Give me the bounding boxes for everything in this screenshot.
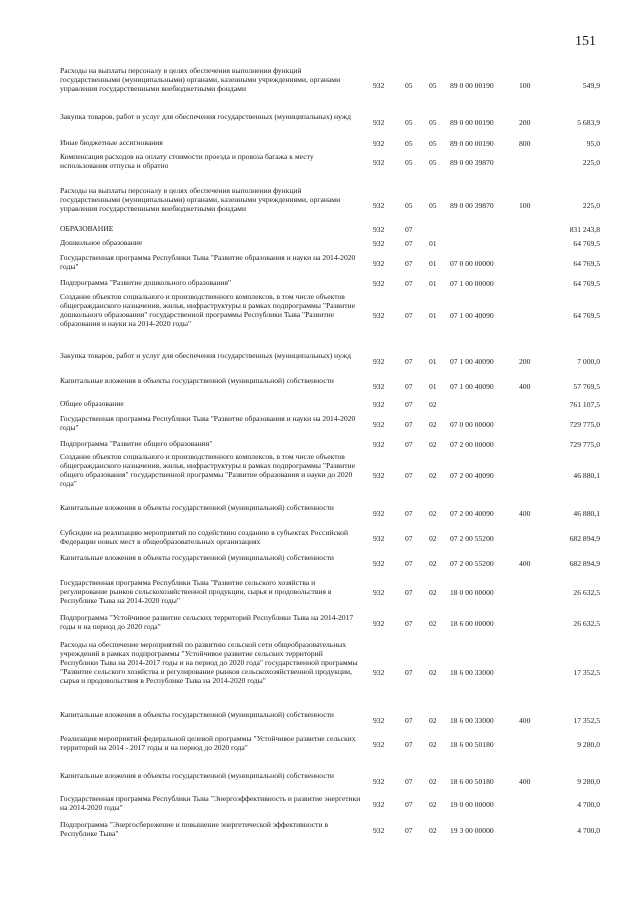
amount: 225,0 xyxy=(582,201,600,210)
target-article-code: 07 2 00 55200 xyxy=(450,534,494,543)
target-article-code: 07 2 00 55200 xyxy=(450,559,494,568)
expense-type-code: 400 xyxy=(519,509,531,518)
row-name: Государственная программа Республики Тыва "Энергоэффективность и развитие энергетики на 2014-2020 годы" xyxy=(60,794,361,812)
target-article-code: 89 0 00 00190 xyxy=(450,139,494,148)
row-name: Закупка товаров, работ и услуг для обеспечения государственных (муниципальных) нужд xyxy=(60,112,351,121)
target-article-code: 89 0 00 39870 xyxy=(450,201,494,210)
amount: 46 880,1 xyxy=(573,471,600,480)
table-row xyxy=(60,528,608,548)
section-code: 07 xyxy=(405,740,413,749)
table-row xyxy=(60,278,608,288)
row-name: Государственная программа Республики Тыва "Развитие сельского хозяйства и регулирование рынков сельскохозяйственной продукции, сырья и продовольствия в Республике Тыва на 2014-2020 годы" xyxy=(60,578,332,605)
target-article-code: 07 2 00 40090 xyxy=(450,509,494,518)
table-row xyxy=(60,112,608,132)
row-name: Субсидии на реализацию мероприятий по содействию созданию в субъектах Российской Федерации новых мест в общеобразовательных организациях xyxy=(60,528,349,546)
row-name: Капитальные вложения в объекты государственной (муниципальной) собственности xyxy=(60,376,334,385)
section-code: 05 xyxy=(405,139,413,148)
ministry-code: 932 xyxy=(373,588,385,597)
subsection-code: 02 xyxy=(429,471,437,480)
table-row xyxy=(60,734,608,754)
subsection-code: 02 xyxy=(429,826,437,835)
target-article-code: 89 0 00 00190 xyxy=(450,118,494,127)
expense-type-code: 400 xyxy=(519,559,531,568)
subsection-code: 05 xyxy=(429,118,437,127)
row-name: Создание объектов социального и производственного комплексов, в том числе объектов общегражданского назначения, жилья, инфраструктуры в рамках подпрограммы "Развитие общего образования" государственной программы "Развитие образования и науки до 2020 года" xyxy=(60,452,355,488)
target-article-code: 89 0 00 00190 xyxy=(450,81,494,90)
expense-type-code: 400 xyxy=(519,777,531,786)
ministry-code: 932 xyxy=(373,259,385,268)
target-article-code: 07 2 00 00000 xyxy=(450,440,494,449)
amount: 46 880,1 xyxy=(573,509,600,518)
section-code: 05 xyxy=(405,118,413,127)
row-name: Расходы на выплаты персоналу в целях обеспечения выполнения функций государственными (муниципальными) органами, казенными учреждениями, органами управления государственными внебюджетными фондами xyxy=(60,186,341,213)
amount: 57 769,5 xyxy=(573,382,600,391)
section-code: 07 xyxy=(405,311,413,320)
section-code: 07 xyxy=(405,777,413,786)
row-name: Иные бюджетные ассигнования xyxy=(60,138,163,147)
table-row xyxy=(60,376,608,396)
ministry-code: 932 xyxy=(373,534,385,543)
subsection-code: 02 xyxy=(429,440,437,449)
row-name: Государственная программа Республики Тыва "Развитие образования и науки на 2014-2020 годы" xyxy=(60,414,356,432)
section-code: 05 xyxy=(405,201,413,210)
subsection-code: 02 xyxy=(429,740,437,749)
target-article-code: 19 3 00 00000 xyxy=(450,826,494,835)
section-code: 07 xyxy=(405,279,413,288)
ministry-code: 932 xyxy=(373,400,385,409)
target-article-code: 07 1 00 40090 xyxy=(450,311,494,320)
table-row xyxy=(60,613,608,633)
subsection-code: 01 xyxy=(429,382,437,391)
table-row xyxy=(60,553,608,573)
row-name: Капитальные вложения в объекты государственной (муниципальной) собственности xyxy=(60,710,334,719)
ministry-code: 932 xyxy=(373,420,385,429)
amount: 682 894,9 xyxy=(569,559,600,568)
row-name: Подпрограмма "Устойчивое развитие сельских территорий Республики Тыва на 2014-2017 годы и на период до 2020 года" xyxy=(60,613,354,631)
page-number: 151 xyxy=(575,34,596,49)
amount: 7 000,0 xyxy=(577,357,600,366)
amount: 4 700,0 xyxy=(577,826,600,835)
target-article-code: 18 6 00 50180 xyxy=(450,777,494,786)
expense-type-code: 800 xyxy=(519,139,531,148)
ministry-code: 932 xyxy=(373,509,385,518)
table-row xyxy=(60,292,608,340)
amount: 64 769,5 xyxy=(573,259,600,268)
amount: 64 769,5 xyxy=(573,311,600,320)
amount: 729 775,0 xyxy=(569,440,600,449)
table-row xyxy=(60,640,608,706)
table-row xyxy=(60,224,608,234)
table-row xyxy=(60,152,608,172)
ministry-code: 932 xyxy=(373,158,385,167)
subsection-code: 05 xyxy=(429,158,437,167)
subsection-code: 02 xyxy=(429,716,437,725)
table-row xyxy=(60,414,608,434)
section-code: 07 xyxy=(405,619,413,628)
row-name: Закупка товаров, работ и услуг для обеспечения государственных (муниципальных) нужд xyxy=(60,351,351,360)
table-row xyxy=(60,351,608,371)
expense-type-code: 200 xyxy=(519,357,531,366)
amount: 64 769,5 xyxy=(573,279,600,288)
subsection-code: 02 xyxy=(429,800,437,809)
table-row xyxy=(60,138,608,148)
target-article-code: 18 6 00 50180 xyxy=(450,740,494,749)
ministry-code: 932 xyxy=(373,139,385,148)
target-article-code: 18 0 00 00000 xyxy=(450,588,494,597)
ministry-code: 932 xyxy=(373,559,385,568)
row-name: Создание объектов социального и производственного комплексов, в том числе объектов общегражданского назначения, жилья, инфраструктуры в рамках подпрограммы "Развитие дошкольного образования" государственной программы Республики Тыва "Развитие образования и науки на 2014-2020 годы" xyxy=(60,292,355,328)
table-row xyxy=(60,186,608,222)
subsection-code: 02 xyxy=(429,588,437,597)
subsection-code: 02 xyxy=(429,534,437,543)
amount: 9 280,0 xyxy=(577,740,600,749)
amount: 225,0 xyxy=(582,158,600,167)
ministry-code: 932 xyxy=(373,279,385,288)
amount: 9 280,0 xyxy=(577,777,600,786)
ministry-code: 932 xyxy=(373,311,385,320)
subsection-code: 05 xyxy=(429,139,437,148)
subsection-code: 02 xyxy=(429,619,437,628)
section-code: 07 xyxy=(405,716,413,725)
section-code: 07 xyxy=(405,534,413,543)
target-article-code: 18 6 00 00000 xyxy=(450,619,494,628)
subsection-code: 02 xyxy=(429,777,437,786)
amount: 682 894,9 xyxy=(569,534,600,543)
amount: 4 700,0 xyxy=(577,800,600,809)
table-row xyxy=(60,399,608,409)
subsection-code: 01 xyxy=(429,239,437,248)
expense-type-code: 200 xyxy=(519,118,531,127)
table-row xyxy=(60,238,608,248)
section-code: 07 xyxy=(405,559,413,568)
ministry-code: 932 xyxy=(373,357,385,366)
subsection-code: 02 xyxy=(429,559,437,568)
ministry-code: 932 xyxy=(373,239,385,248)
target-article-code: 18 6 00 33000 xyxy=(450,668,494,677)
row-name: Капитальные вложения в объекты государственной (муниципальной) собственности xyxy=(60,553,334,562)
target-article-code: 07 1 00 40090 xyxy=(450,382,494,391)
amount: 831 243,8 xyxy=(569,225,600,234)
ministry-code: 932 xyxy=(373,668,385,677)
target-article-code: 07 1 00 40090 xyxy=(450,357,494,366)
ministry-code: 932 xyxy=(373,619,385,628)
target-article-code: 07 2 00 40090 xyxy=(450,471,494,480)
ministry-code: 932 xyxy=(373,777,385,786)
table-row xyxy=(60,710,608,730)
amount: 17 352,5 xyxy=(573,716,600,725)
table-row xyxy=(60,66,608,102)
section-code: 07 xyxy=(405,259,413,268)
ministry-code: 932 xyxy=(373,471,385,480)
row-name: Капитальные вложения в объекты государственной (муниципальной) собственности xyxy=(60,771,334,780)
amount: 549,9 xyxy=(582,81,600,90)
row-name: Компенсация расходов на оплату стоимости проезда и провоза багажа к месту использования отпуска и обратно xyxy=(60,152,314,170)
section-code: 07 xyxy=(405,382,413,391)
ministry-code: 932 xyxy=(373,81,385,90)
section-code: 07 xyxy=(405,588,413,597)
ministry-code: 932 xyxy=(373,382,385,391)
section-code: 07 xyxy=(405,357,413,366)
row-name: Подпрограмма "Энергосбережение и повышение энергетической эффективности в Республике Тыва" xyxy=(60,820,329,838)
row-name: Дошкольное образование xyxy=(60,238,143,247)
subsection-code: 02 xyxy=(429,420,437,429)
table-row xyxy=(60,794,608,814)
section-code: 07 xyxy=(405,400,413,409)
subsection-code: 01 xyxy=(429,311,437,320)
section-code: 07 xyxy=(405,826,413,835)
table-row xyxy=(60,253,608,273)
amount: 26 632,5 xyxy=(573,619,600,628)
ministry-code: 932 xyxy=(373,440,385,449)
ministry-code: 932 xyxy=(373,800,385,809)
section-code: 07 xyxy=(405,471,413,480)
ministry-code: 932 xyxy=(373,826,385,835)
section-code: 05 xyxy=(405,81,413,90)
table-row xyxy=(60,771,608,791)
amount: 761 107,5 xyxy=(569,400,600,409)
target-article-code: 19 0 00 00000 xyxy=(450,800,494,809)
section-code: 07 xyxy=(405,239,413,248)
expense-type-code: 100 xyxy=(519,201,531,210)
table-row xyxy=(60,452,608,500)
section-code: 07 xyxy=(405,668,413,677)
row-name: Общее образование xyxy=(60,399,124,408)
section-code: 05 xyxy=(405,158,413,167)
row-name: Капитальные вложения в объекты государственной (муниципальной) собственности xyxy=(60,503,334,512)
amount: 17 352,5 xyxy=(573,668,600,677)
row-name: Реализация мероприятий федеральной целевой программы "Устойчивое развитие сельских территорий на 2014 - 2017 годы и на период до 2020 года" xyxy=(60,734,356,752)
target-article-code: 07 1 00 00000 xyxy=(450,279,494,288)
expense-type-code: 100 xyxy=(519,81,531,90)
table-row xyxy=(60,503,608,523)
subsection-code: 02 xyxy=(429,509,437,518)
subsection-code: 01 xyxy=(429,357,437,366)
table-row xyxy=(60,820,608,840)
subsection-code: 02 xyxy=(429,400,437,409)
target-article-code: 18 6 00 33000 xyxy=(450,716,494,725)
row-name: Расходы на выплаты персоналу в целях обеспечения выполнения функций государственными (муниципальными) органами, казенными учреждениями, органами управления государственными внебюджетными фондами xyxy=(60,66,341,93)
amount: 729 775,0 xyxy=(569,420,600,429)
ministry-code: 932 xyxy=(373,716,385,725)
section-code: 07 xyxy=(405,800,413,809)
section-code: 07 xyxy=(405,440,413,449)
table-row xyxy=(60,439,608,449)
subsection-code: 02 xyxy=(429,668,437,677)
table-row xyxy=(60,578,608,608)
ministry-code: 932 xyxy=(373,201,385,210)
row-name: Расходы на обеспечение мероприятий по развитию сельской сети общеобразовательных учреждений в рамках подпрограммы "Устойчивое развитие сельских территорий Республики Тыва на 2014-2017 годы и на период до 2020 года" государственной программы "Развитие сельского хозяйства и регулирование рынков сельскохозяйственной продукции, сырья и продовольствия в Республике Тыва на 2014-2020 годы" xyxy=(60,640,358,685)
subsection-code: 01 xyxy=(429,259,437,268)
subsection-code: 05 xyxy=(429,201,437,210)
subsection-code: 01 xyxy=(429,279,437,288)
amount: 26 632,5 xyxy=(573,588,600,597)
target-article-code: 07 0 00 00000 xyxy=(450,420,494,429)
row-name: ОБРАЗОВАНИЕ xyxy=(60,224,114,233)
target-article-code: 07 0 00 00000 xyxy=(450,259,494,268)
row-name: Государственная программа Республики Тыва "Развитие образования и науки на 2014-2020 годы" xyxy=(60,253,356,271)
section-code: 07 xyxy=(405,509,413,518)
row-name: Подпрограмма "Развитие дошкольного образования" xyxy=(60,278,232,287)
section-code: 07 xyxy=(405,420,413,429)
target-article-code: 89 0 00 39870 xyxy=(450,158,494,167)
subsection-code: 05 xyxy=(429,81,437,90)
amount: 64 769,5 xyxy=(573,239,600,248)
expense-type-code: 400 xyxy=(519,382,531,391)
row-name: Подпрограмма "Развитие общего образования" xyxy=(60,439,213,448)
ministry-code: 932 xyxy=(373,225,385,234)
ministry-code: 932 xyxy=(373,118,385,127)
section-code: 07 xyxy=(405,225,413,234)
ministry-code: 932 xyxy=(373,740,385,749)
amount: 95,0 xyxy=(586,139,600,148)
expense-type-code: 400 xyxy=(519,716,531,725)
amount: 5 683,9 xyxy=(577,118,600,127)
